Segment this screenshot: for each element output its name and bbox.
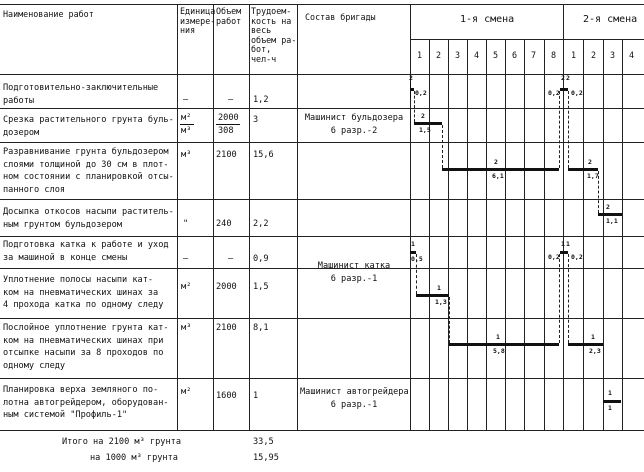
rule-row-3 <box>0 199 644 200</box>
hour-2-3: 3 <box>610 50 616 60</box>
link-r2-r3 <box>442 125 443 168</box>
lbl-r7-b-bot: 2,3 <box>589 347 601 355</box>
header-shift-2: 2-я смена <box>583 14 638 25</box>
total-value-2: 15,95 <box>253 453 279 463</box>
col-line-crew <box>297 4 298 430</box>
bar-r7-b <box>568 343 603 346</box>
hour-1-8: 8 <box>551 50 557 60</box>
row-7-labor: 8,1 <box>253 323 269 333</box>
col-line-h5 <box>486 39 487 430</box>
link-r1-r2 <box>414 91 415 122</box>
row-5-unit: – <box>183 254 189 264</box>
col-line-labor <box>249 4 250 430</box>
lbl-r2-bot: 1,5 <box>419 126 431 134</box>
row-3-unit: м³ <box>181 150 192 160</box>
lbl-r6-bot: 1,3 <box>435 298 447 306</box>
row-6-volume: 2000 <box>216 282 237 292</box>
lbl-r3-a-top: 2 <box>494 158 498 166</box>
row-6-unit: м² <box>181 282 192 292</box>
bar-r4 <box>598 213 622 216</box>
row-8-work: Планировка верха земляного по- лотна автогрейдером, оборудован- ным системой "Профиль-1" <box>3 385 169 420</box>
col-line-unit <box>177 4 178 430</box>
header-work: Наименование работ <box>3 9 94 19</box>
hour-2-1: 1 <box>571 50 577 60</box>
lbl-r1-c-top: 2 <box>566 74 570 82</box>
row-3-volume: 2100 <box>216 150 237 160</box>
row-5-labor: 0,9 <box>253 254 269 264</box>
total-label-2: на 1000 м³ грунта <box>90 453 178 463</box>
header-crew: Состав бригады <box>305 12 376 22</box>
link-r3-r1b <box>559 91 560 168</box>
row-5-crew: Машинист катка 6 разр.-1 <box>317 261 391 284</box>
rule-header-bottom <box>0 74 644 75</box>
row-6-labor: 1,5 <box>253 282 269 292</box>
link-r1c-r3b <box>568 91 569 168</box>
lbl-r5-a-top: 1 <box>411 240 415 248</box>
bar-r3-a <box>442 168 559 171</box>
rule-row-6 <box>0 318 644 319</box>
col-line-h8 <box>544 39 545 430</box>
rule-row-1 <box>0 108 644 109</box>
col-line-s2-h3 <box>603 39 604 430</box>
hour-1-2: 2 <box>436 50 442 60</box>
lbl-r3-b-top: 2 <box>588 158 592 166</box>
link-r5-r6 <box>416 254 417 294</box>
link-r7-r5b <box>559 254 560 343</box>
row-2-unit: м² м³ <box>181 113 192 136</box>
col-line-volume <box>213 4 214 430</box>
row-7-work: Послойное уплотнение грунта кат- ком на пневматических шинах при отсыпке насыпи за 8 проходов по одному следу <box>3 323 169 371</box>
row-2-labor: 3 <box>253 115 259 125</box>
row-3-work: Разравнивание грунта бульдозером слоями толщиной до 30 см в плот- ном состоянии с планировкой отсы- панного слоя <box>3 147 174 195</box>
rule-bottom <box>0 430 644 431</box>
lbl-r5-c-top: 1 <box>566 240 570 248</box>
row-7-volume: 2100 <box>216 323 237 333</box>
row-2-work: Срезка растительного грунта буль- дозером <box>3 115 174 138</box>
lbl-r2-top: 2 <box>421 112 425 120</box>
bar-r8 <box>603 400 621 403</box>
lbl-r4-bot: 1,1 <box>606 217 618 225</box>
rule-top <box>0 4 644 5</box>
lbl-r5-c-bot: 0,2 <box>571 253 583 261</box>
lbl-r1-b-bot: 0,2 <box>548 89 560 97</box>
row-2-volume: 2000 308 <box>218 113 239 136</box>
lbl-r7-b-top: 1 <box>591 333 595 341</box>
lbl-r5-b-bot: 0,2 <box>548 253 560 261</box>
bar-r7-a <box>449 343 559 346</box>
header-volume: Объем работ <box>216 6 242 26</box>
hour-1-5: 5 <box>493 50 499 60</box>
lbl-r3-a-bot: 6,1 <box>492 172 504 180</box>
lbl-r6-top: 1 <box>437 284 441 292</box>
rule-row-2 <box>0 142 644 143</box>
total-value-1: 33,5 <box>253 437 274 447</box>
row-4-volume: 240 <box>216 219 232 229</box>
header-shift-1: 1-я смена <box>460 14 515 25</box>
row-1-unit: – <box>183 95 189 105</box>
row-4-work: Досыпка откосов насыпи раститель- ным грунтом бульдозером <box>3 207 174 230</box>
row-2-volume-fraction <box>216 124 240 125</box>
row-2-unit-fraction <box>180 124 194 125</box>
lbl-r1-a-bot: 0,2 <box>415 89 427 97</box>
hour-1-1: 1 <box>417 50 423 60</box>
bar-r2 <box>414 122 442 125</box>
col-line-h7 <box>524 39 525 430</box>
row-1-work: Подготовительно-заключительные работы <box>3 83 159 106</box>
row-7-unit: м³ <box>181 323 192 333</box>
link-r6-r7 <box>449 297 450 343</box>
rule-row-4 <box>0 236 644 237</box>
row-6-work: Уплотнение полосы насыпи кат- ком на пневматических шинах за 4 прохода катка по одному следу <box>3 275 164 310</box>
hour-1-3: 3 <box>455 50 461 60</box>
col-line-h4 <box>467 39 468 430</box>
row-3-labor: 15,6 <box>253 150 274 160</box>
row-2-crew: Машинист бульдозера 6 разр.-2 <box>304 113 404 136</box>
col-line-gantt <box>410 4 411 430</box>
row-4-unit: " <box>183 219 189 229</box>
lbl-r5-b-top: 1 <box>561 240 565 248</box>
lbl-r7-a-bot: 5,8 <box>493 347 505 355</box>
col-line-h3 <box>448 39 449 430</box>
hour-1-4: 4 <box>474 50 480 60</box>
bar-r6 <box>416 294 449 297</box>
total-label-1: Итого на 2100 м³ грунта <box>62 437 181 447</box>
bar-r1-a-tick <box>410 82 411 98</box>
lbl-r7-a-top: 1 <box>496 333 500 341</box>
row-8-crew: Машинист автогрейдера 6 разр.-1 <box>300 387 409 410</box>
link-r3b-r4 <box>598 171 599 213</box>
rule-shift-sub <box>410 39 644 40</box>
bar-r3-b <box>568 168 598 171</box>
row-8-volume: 1600 <box>216 391 237 401</box>
hour-2-4: 4 <box>629 50 635 60</box>
col-line-s2-h2 <box>583 39 584 430</box>
row-8-labor: 1 <box>253 391 259 401</box>
header-unit: Единица измере- ния <box>180 6 216 36</box>
col-line-h6 <box>505 39 506 430</box>
row-8-unit: м² <box>181 387 192 397</box>
hour-2-2: 2 <box>591 50 597 60</box>
row-5-volume: – <box>228 254 234 264</box>
col-line-h2 <box>429 39 430 430</box>
lbl-r1-c-bot: 0,2 <box>571 89 583 97</box>
header-labor: Трудоем- кость на весь объем ра- бот, чел-ч <box>251 6 297 64</box>
row-4-labor: 2,2 <box>253 219 269 229</box>
link-r5c-r7b <box>568 254 569 343</box>
lbl-r4-top: 2 <box>606 203 610 211</box>
lbl-r1-b-top: 2 <box>561 74 565 82</box>
col-line-shift-split <box>563 4 564 430</box>
row-5-work: Подготовка катка к работе и уход за машиной в конце смены <box>3 240 169 263</box>
hour-1-7: 7 <box>531 50 537 60</box>
lbl-r1-a-top: 2 <box>409 74 413 82</box>
lbl-r8-bot: 1 <box>608 404 612 412</box>
col-line-s2-h4 <box>622 39 623 430</box>
rule-row-7 <box>0 378 644 379</box>
hour-1-6: 6 <box>512 50 518 60</box>
lbl-r5-a-bot: 0,5 <box>411 255 423 263</box>
lbl-r8-top: 1 <box>608 389 612 397</box>
row-1-volume: – <box>228 95 234 105</box>
lbl-r3-b-bot: 1,7 <box>587 172 599 180</box>
row-1-labor: 1,2 <box>253 95 269 105</box>
